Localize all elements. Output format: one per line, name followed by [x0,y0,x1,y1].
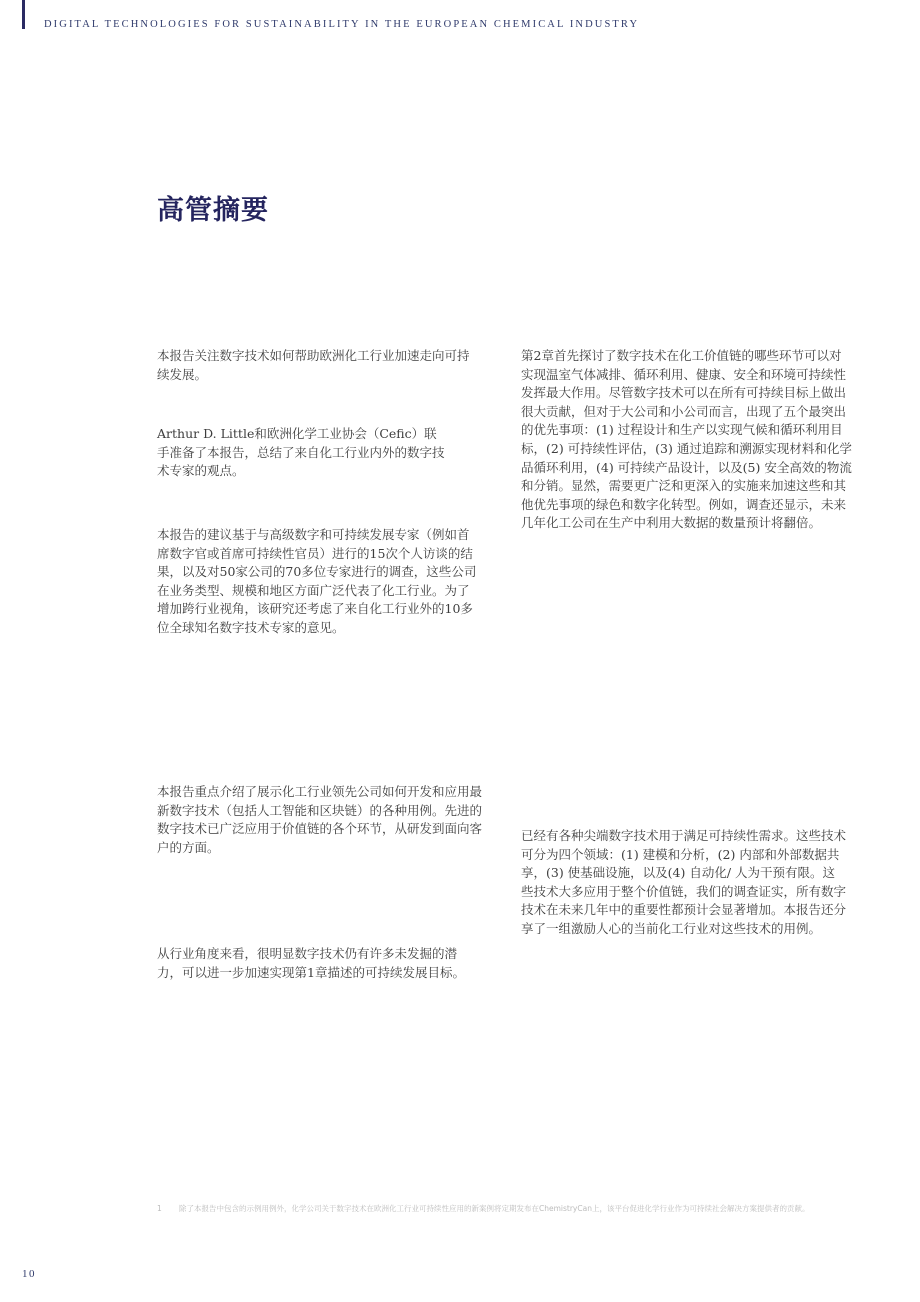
left-paragraph-5: 从行业角度来看，很明显数字技术仍有许多未发掘的潜力，可以进一步加速实现第1章描述的可持续发展目标。 [157,946,465,980]
page-number: 10 [22,1268,36,1280]
header-accent-bar [22,0,25,29]
left-paragraph-1: 本报告关注数字技术如何帮助欧洲化工行业加速走向可持续发展。 [157,348,470,382]
footnote-text: 除了本报告中包含的示例用例外，化学公司关于数字技术在欧洲化工行业可持续性应用的新案例将定期发布在ChemistryCan上，该平台促进化学行业作为可持续社会解决方案提供者的贡献。 [179,1204,810,1213]
left-paragraph-3: 本报告的建议基于与高级数字和可持续发展专家（例如首席数字官或首席可持续性官员）进行的15次个人访谈的结果，以及对50家公司的70多位专家进行的调查，这些公司在业务类型、规模和地区方面广泛代表了化工行业。为了增加跨行业视角，该研究还考虑了来自化工行业外的10多位全球知名数字技术专家的意见。 [157,527,477,635]
right-paragraph-2: 已经有各种尖端数字技术用于满足可持续性需求。这些技术可分为四个领域：(1) 建模和分析，(2) 内部和外部数据共享，(3) 使基础设施，以及(4) 自动化/ 人为干预有限。这些技术大多应用于整个价值链，我们的调查证实，所有数字技术在未来几年中的重要性都预计会显著增加。本报告还分享了一组激励人心的当前化工行业对这些技术的用例。 [521,828,847,936]
left-paragraph-2: Arthur D. Little和欧洲化学工业协会（Cefic）联手准备了本报告，总结了来自化工行业内外的数字技术专家的观点。 [157,426,445,479]
running-header: DIGITAL TECHNOLOGIES FOR SUSTAINABILITY IN THE EUROPEAN CHEMICAL INDUSTRY [44,19,640,30]
right-paragraph-1: 第2章首先探讨了数字技术在化工价值链的哪些环节可以对实现温室气体减排、循环利用、健康、安全和环境可持续性发挥最大作用。尽管数字技术可以在所有可持续目标上做出很大贡献，但对于大公司和小公司而言，出现了五个最突出的优先事项：(1) 过程设计和生产以实现气候和循环利用目标，(2) 可持续性评估，(3) 通过追踪和溯源实现材料和化学品循环利用，(4) 可持续产品设计，以及(5) 安全高效的物流和分销。显然，需要更广泛和更深入的实施来加速这些和其他优先事项的绿色和数字化转型。例如，调查还显示，未来几年化工公司在生产中利用大数据的数量预计将翻倍。 [521,348,852,531]
left-paragraph-4: 本报告重点介绍了展示化工行业领先公司如何开发和应用最新数字技术（包括人工智能和区块链）的各种用例。先进的数字技术已广泛应用于价值链的各个环节，从研发到面向客户的方面。 [157,784,483,855]
page-title: 高管摘要 [157,195,269,226]
footnote-marker: 1 [157,1204,162,1213]
